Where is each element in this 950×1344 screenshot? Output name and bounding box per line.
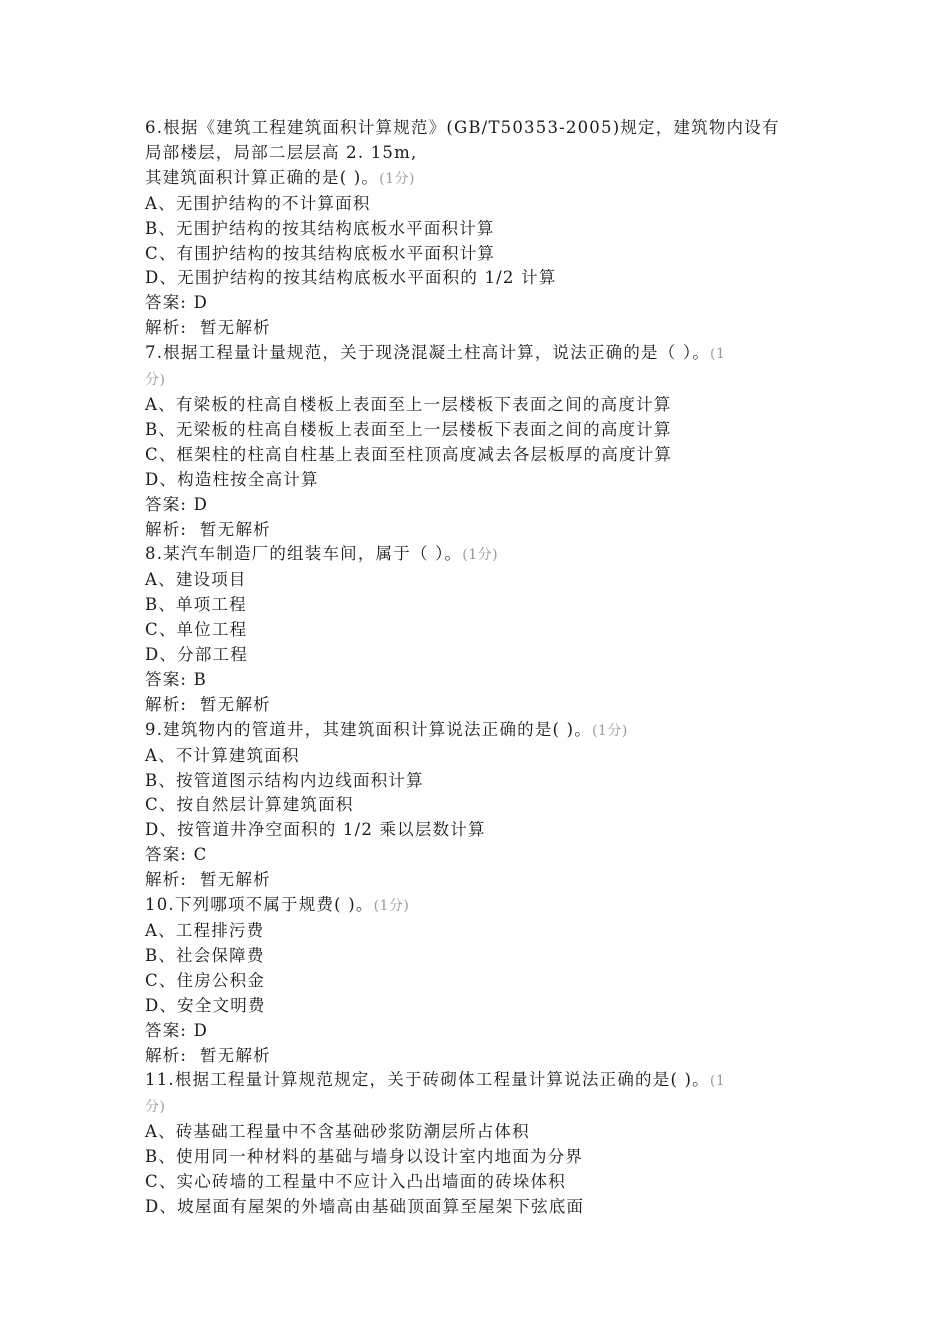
score-label-continued: 分) [145,372,166,389]
score-label: (1 [709,1073,726,1090]
question-stem-text: 11.根据工程量计算规范规定，关于砖砌体工程量计算说法正确的是( )。 [145,1070,710,1090]
option-c: C、框架柱的柱高自柱基上表面至柱顶高度减去各层板厚的高度计算 [145,444,673,464]
score-label: (1分) [591,722,628,739]
option-c: C、有围护结构的按其结构底板水平面积计算 [145,243,496,263]
option-b: B、按管道图示结构内边线面积计算 [145,770,424,790]
score-label: (1分) [379,170,415,187]
option-b: B、无围护结构的按其结构底板水平面积计算 [145,218,495,238]
analysis-line: 解析: 暂无解析 [145,694,271,714]
question-stem [145,166,825,192]
answer-line: 答案: C [145,845,208,865]
option-a: A、不计算建筑面积 [145,745,300,765]
option-a: A、工程排污费 [145,921,265,940]
option-a: A、无围护结构的不计算面积 [145,193,371,213]
question-stem-wrap [145,367,825,393]
question-stem [145,542,825,568]
question-stem: 6.根据《建筑工程建筑面积计算规范》(GB/T50353-2005)规定，建筑物内设有 [145,118,780,137]
option-c: C、单位工程 [145,620,248,640]
question-stem-text: 7.根据工程量计量规范，关于现浇混凝土柱高计算，说法正确的是（ ）。 [145,343,711,363]
option-b: B、社会保障费 [145,945,265,965]
score-label-continued: 分) [145,1099,166,1116]
option-d: D、构造柱按全高计算 [145,469,319,489]
option-b: B、单项工程 [145,595,247,615]
option-b: B、无梁板的柱高自楼板上表面至上一层楼板下表面之间的高度计算 [145,419,672,439]
question-6 [145,116,825,341]
question-stem [145,718,825,744]
question-stem-text: 10.下列哪项不属于规费( )。 [145,895,374,915]
analysis-line: 解析: 暂无解析 [145,519,271,539]
score-label: (1分) [462,547,499,564]
answer-line: 答案: D [145,1020,209,1040]
option-b: B、使用同一种材料的基础与墙身以设计室内地面为分界 [145,1147,584,1167]
option-d: D、坡屋面有屋架的外墙高由基础顶面算至屋架下弦底面 [145,1196,585,1216]
question-11 [145,1068,825,1219]
answer-line: 答案: B [145,669,207,689]
analysis-line: 解析: 暂无解析 [145,1045,271,1065]
option-d: D、无围护结构的按其结构底板水平面积的 1/2 计算 [145,268,557,288]
option-a: A、砖基础工程量中不含基础砂浆防潮层所占体积 [145,1122,530,1142]
question-10 [145,893,825,1068]
question-stem-wrap [145,1094,825,1120]
option-d: D、按管道井净空面积的 1/2 乘以层数计算 [145,820,486,840]
document-page [145,116,825,1220]
question-7 [145,341,825,542]
score-label: (1分) [373,898,410,915]
option-d: D、安全文明费 [145,995,266,1015]
question-stem [145,893,825,919]
question-8 [145,542,825,717]
option-a: A、有梁板的柱高自楼板上表面至上一层楼板下表面之间的高度计算 [145,394,672,414]
answer-line: 答案: D [145,293,209,313]
option-c: C、住房公积金 [145,970,266,990]
score-label: (1 [710,346,726,363]
question-stem-text: 8.某汽车制造厂的组装车间，属于（ ）。 [145,544,463,564]
analysis-line: 解析: 暂无解析 [145,870,271,890]
option-d: D、分部工程 [145,645,248,665]
question-stem [145,1068,825,1094]
analysis-line: 解析: 暂无解析 [145,318,271,338]
option-c: C、按自然层计算建筑面积 [145,795,354,815]
question-stem: 局部楼层，局部二层层高 2. 15m, [145,142,418,162]
option-c: C、实心砖墙的工程量中不应计入凸出墙面的砖垛体积 [145,1172,566,1192]
question-stem [145,341,825,367]
answer-line: 答案: D [145,494,209,514]
option-a: A、建设项目 [145,570,247,590]
question-stem-text: 9.建筑物内的管道井，其建筑面积计算说法正确的是( )。 [145,719,592,739]
question-9 [145,718,825,893]
question-stem-text: 其建筑面积计算正确的是( )。 [145,167,380,187]
